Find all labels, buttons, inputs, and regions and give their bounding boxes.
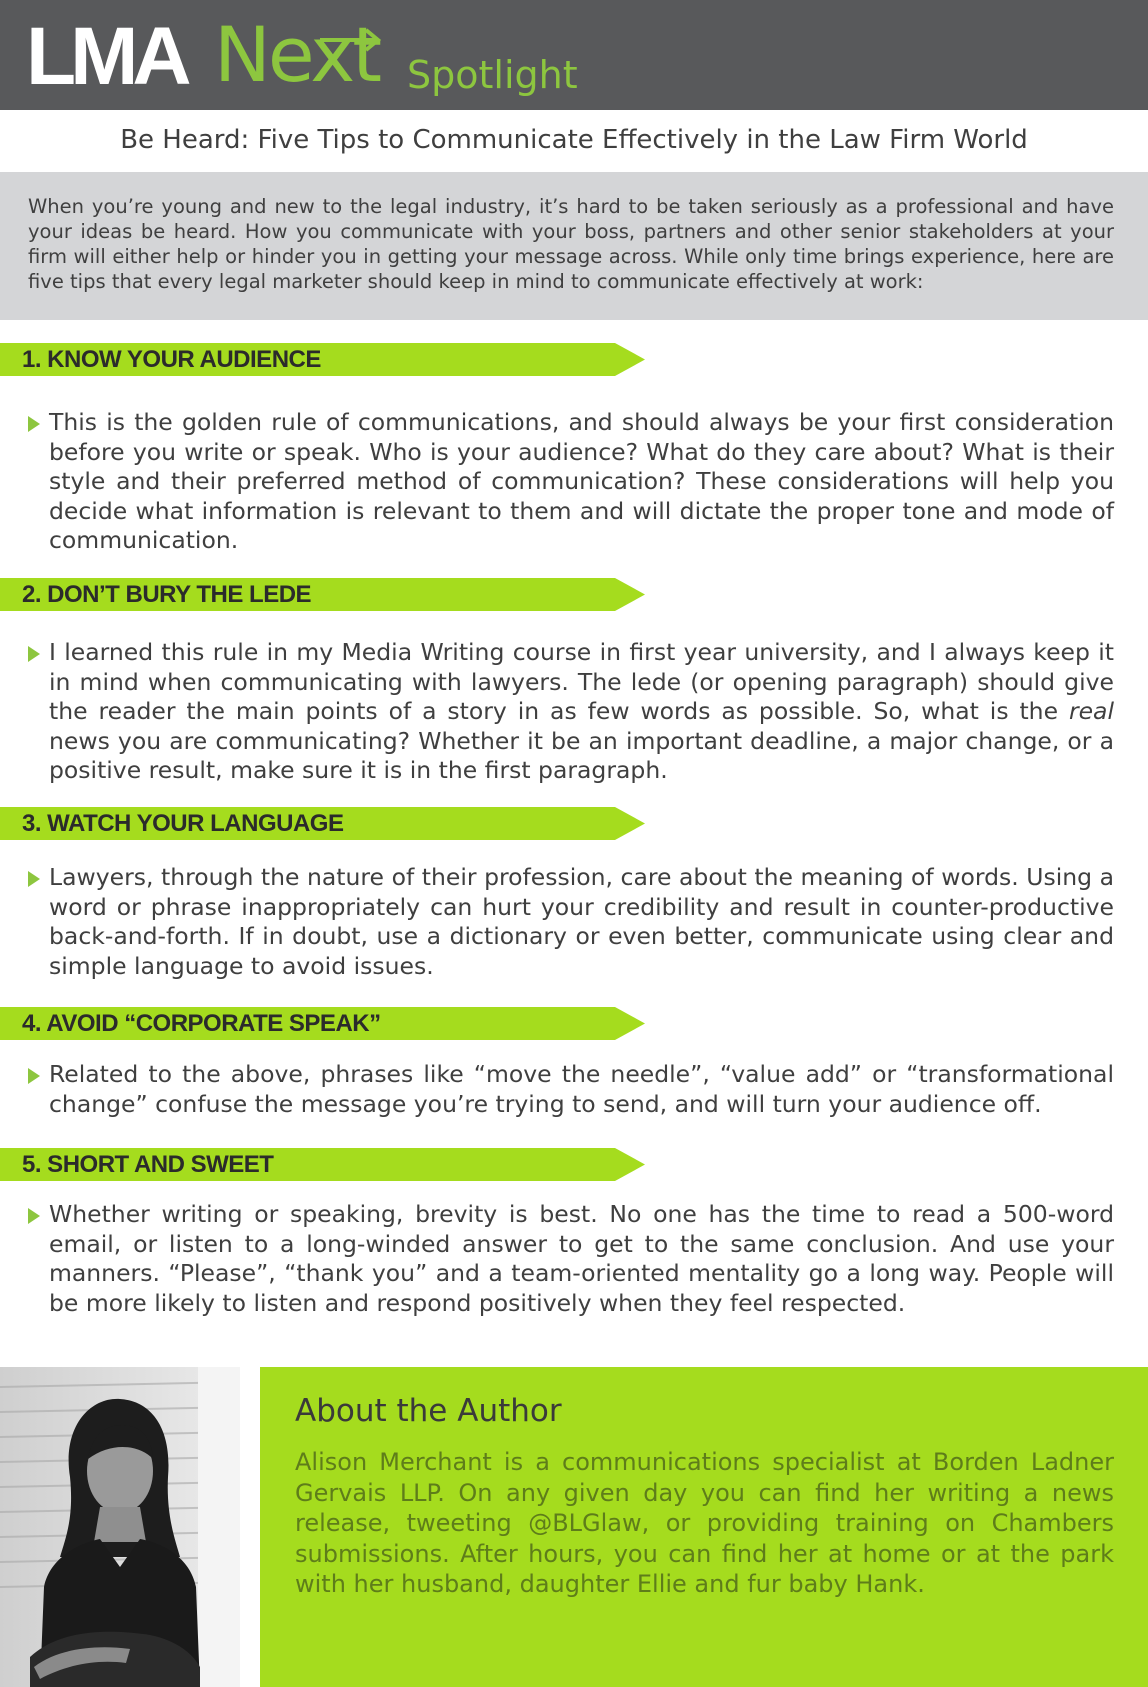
tip-text-part: news you are communicating? Whether it be an important deadline, a major change, or a positive result, make sure it is in the first paragraph.: [49, 726, 1114, 784]
bullet-arrow-icon: [28, 871, 40, 887]
tip-text: This is the golden rule of communications, and should always be your first consideration before you write or speak. Who is your audience? What do they care about? What is their style and their preferred method of communication? These considerations will help you decide what information is relevant to them and will dictate the proper tone and mode of communication.: [49, 408, 1114, 554]
tip-text: Lawyers, through the nature of their profession, care about the meaning of words. Using a word or phrase inappropriately can hurt your credibility and result in counter-productive back-and-forth. If in doubt, use a dictionary or even better, communicate using clear and simple language to avoid issues.: [49, 863, 1114, 980]
bullet-arrow-icon: [28, 416, 40, 432]
tip-heading-banner: [0, 1007, 645, 1040]
intro-paragraph: When you’re young and new to the legal industry, it’s hard to be taken seriously as a professional and have your ideas be heard. How you communicate with your boss, partners and other senior stakeholders at your firm will either help or hinder you in getting your message across. While only time brings experience, here are five tips that every legal marketer should keep in mind to communicate effectively at work:: [28, 195, 1114, 293]
logo-spotlight: Spotlight: [407, 53, 578, 97]
author-photo: [0, 1367, 240, 1687]
tip-heading: 2. DON’T BURY THE LEDE: [22, 581, 312, 608]
tip-heading-banner: [0, 578, 645, 611]
tip-body: [28, 863, 1114, 981]
author-heading: About the Author: [295, 1393, 562, 1429]
logo-lma: LMA: [26, 11, 186, 102]
tip-heading: 5. SHORT AND SWEET: [22, 1151, 274, 1178]
author-bio: Alison Merchant is a communications specialist at Borden Ladner Gervais LLP. On any given day you can find her writing a news release, tweeting @BLGlaw, or providing training on Chambers submissions. After hours, you can find her at home or at the park with her husband, daughter Ellie and fur baby Hank.: [295, 1448, 1114, 1598]
article-title: Be Heard: Five Tips to Communicate Effectively in the Law Firm World: [120, 125, 1028, 155]
tip-text: Related to the above, phrases like “move the needle”, “value add” or “transformational change” confuse the message you’re trying to send, and will turn your audience off.: [49, 1060, 1114, 1118]
tip-heading: 4. AVOID “CORPORATE SPEAK”: [22, 1010, 381, 1037]
tip-text: [49, 638, 1114, 786]
tip-body: [28, 408, 1114, 556]
bullet-arrow-icon: [28, 1068, 40, 1084]
logo-arrow-icon: [318, 26, 384, 54]
tip-text: Whether writing or speaking, brevity is best. No one has the time to read a 500-word email, or listen to a long-winded answer to get to the same conclusion. And use your manners. “Please”, “thank you” and a team-oriented mentality go a long way. People will be more likely to listen and respond positively when they feel respected.: [49, 1200, 1114, 1317]
tip-heading: 3. WATCH YOUR LANGUAGE: [22, 810, 344, 837]
tip-text-part: I learned this rule in my Media Writing course in first year university, and I always keep it in mind when communicating with lawyers. The lede (or opening paragraph) should give the reader the main points of a story in as few words as possible. So, what is the: [49, 638, 1114, 725]
tip-heading: 1. KNOW YOUR AUDIENCE: [22, 346, 321, 373]
tip-body: [28, 638, 1114, 786]
tip-body: [28, 1200, 1114, 1318]
tip-heading-banner: [0, 807, 645, 840]
tip-body: [28, 1060, 1114, 1119]
tip-text-emphasis: real: [1068, 697, 1114, 725]
bullet-arrow-icon: [28, 646, 40, 662]
logo-next: Next: [214, 10, 380, 99]
header-bar: [0, 0, 1148, 110]
tip-heading-banner: [0, 343, 645, 376]
author-panel: [260, 1367, 1148, 1687]
bullet-arrow-icon: [28, 1208, 40, 1224]
tip-heading-banner: [0, 1148, 645, 1181]
